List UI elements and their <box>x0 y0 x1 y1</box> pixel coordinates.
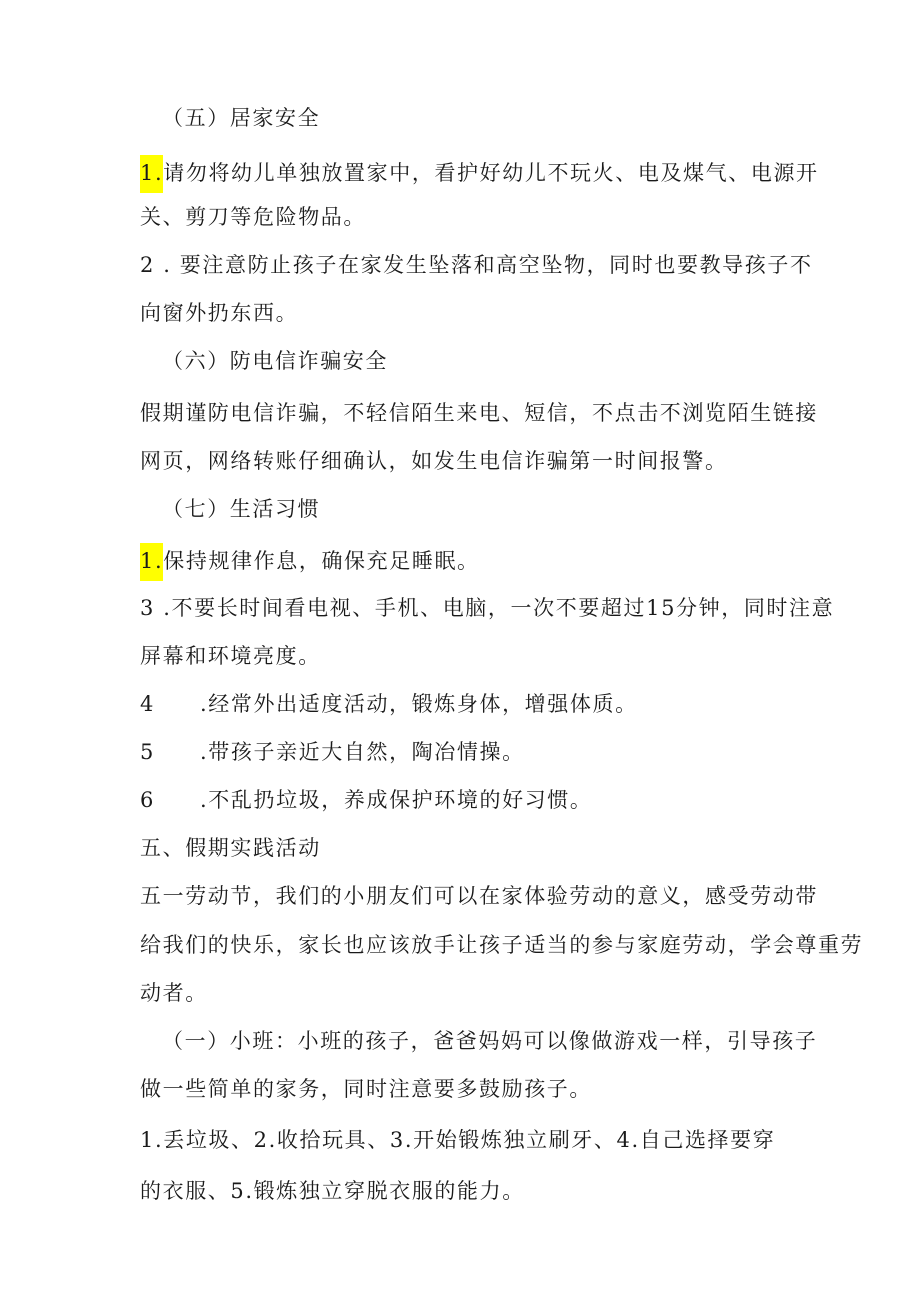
habits-item-1 <box>140 543 480 581</box>
highlighted-number: 1. <box>140 155 163 193</box>
habits-item-4 <box>140 690 638 718</box>
item-number: 4 <box>140 692 155 716</box>
item-text: .不乱扔垃圾，养成保护环境的好习惯。 <box>200 788 593 812</box>
highlighted-number: 1. <box>140 543 163 581</box>
item-number: 5 <box>140 740 155 764</box>
habits-item-5 <box>140 738 525 766</box>
practice-paragraph-cont-2: 动者。 <box>140 981 208 1005</box>
home-safety-item-2: 2 . 要注意防止孩子在家发生坠落和高空坠物，同时也要教导孩子不 <box>140 253 813 277</box>
home-safety-item-1 <box>140 155 819 193</box>
section-heading-habits: （七）生活习惯 <box>162 497 321 521</box>
item-text: 保持规律作息，确保充足睡眠。 <box>163 549 480 573</box>
item-number: 6 <box>140 788 155 812</box>
item-text: .带孩子亲近大自然，陶冶情操。 <box>200 740 525 764</box>
section-heading-telecom-fraud: （六）防电信诈骗安全 <box>162 349 388 373</box>
small-class-paragraph: （一）小班：小班的孩子，爸爸妈妈可以像做游戏一样，引导孩子 <box>162 1029 818 1053</box>
home-safety-item-1-cont: 关、剪刀等危险物品。 <box>140 205 366 229</box>
telecom-fraud-paragraph-cont: 网页，网络转账仔细确认，如发生电信诈骗第一时间报警。 <box>140 449 728 473</box>
item-text: 请勿将幼儿单独放置家中，看护好幼儿不玩火、电及煤气、电源开 <box>163 161 819 185</box>
practice-paragraph-cont: 给我们的快乐，家长也应该放手让孩子适当的参与家庭劳动，学会尊重劳 <box>140 933 864 957</box>
part-heading-practice: 五、假期实践活动 <box>140 836 321 860</box>
item-text: .经常外出适度活动，锻炼身体，增强体质。 <box>200 692 638 716</box>
small-class-paragraph-cont: 做一些简单的家务，同时注意要多鼓励孩子。 <box>140 1077 592 1101</box>
section-heading-home-safety: （五）居家安全 <box>162 106 321 130</box>
telecom-fraud-paragraph: 假期谨防电信诈骗，不轻信陌生来电、短信，不点击不浏览陌生链接 <box>140 401 818 425</box>
practice-paragraph: 五一劳动节，我们的小朋友们可以在家体验劳动的意义，感受劳动带 <box>140 884 818 908</box>
small-class-tasks-cont: 的衣服、5.锻炼独立穿脱衣服的能力。 <box>140 1179 525 1203</box>
habits-item-3: 3 .不要长时间看电视、手机、电脑，一次不要超过15分钟，同时注意 <box>140 596 835 620</box>
home-safety-item-2-cont: 向窗外扔东西。 <box>140 301 299 325</box>
habits-item-3-cont: 屏幕和环境亮度。 <box>140 644 321 668</box>
small-class-tasks: 1.丢垃圾、2.收拾玩具、3.开始锻炼独立刷牙、4.自己选择要穿 <box>140 1128 776 1152</box>
habits-item-6 <box>140 786 592 814</box>
